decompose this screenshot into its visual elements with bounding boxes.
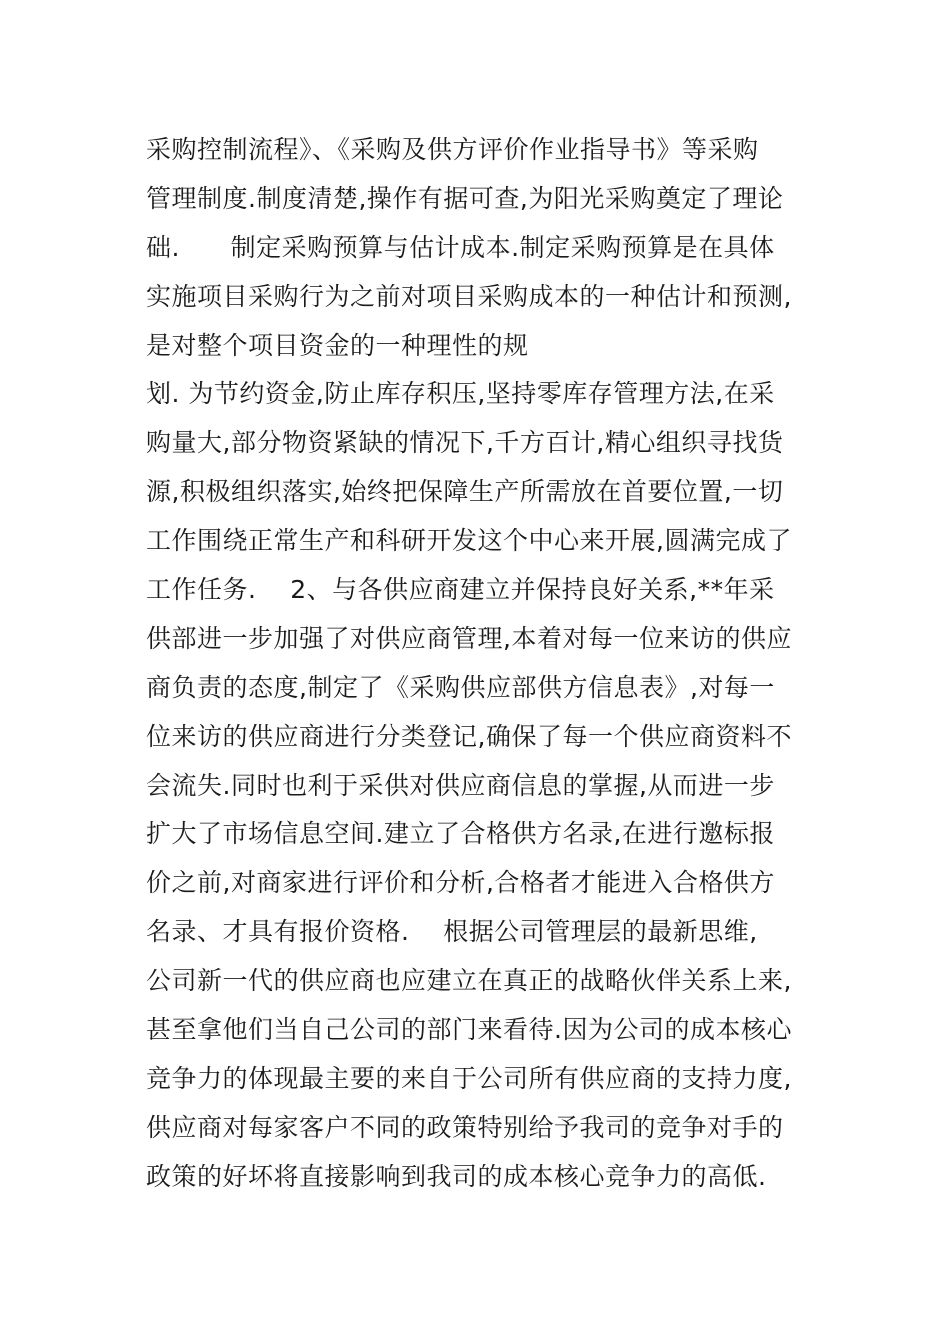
body-text <box>146 126 816 1202</box>
text-line: 会流失.同时也利于采供对供应商信息的掌握,从而进一步 <box>146 770 775 800</box>
text-line: 划. 为节约资金,防止库存积压,坚持零库存管理方法,在采 <box>146 379 775 409</box>
text-line: 商负责的态度,制定了《采购供应部供方信息表》,对每一 <box>146 672 775 702</box>
text-line: 工作围绕正常生产和科研开发这个中心来开展,圆满完成了 <box>146 526 792 556</box>
text-line: 公司新一代的供应商也应建立在真正的战略伙伴关系上来, <box>146 966 792 996</box>
text-line: 采购控制流程》、《采购及供方评价作业指导书》等采购 <box>146 135 759 164</box>
text-line: 是对整个项目资金的一种理性的规 <box>146 330 529 360</box>
text-line: 购量大,部分物资紧缺的情况下,千方百计,精心组织寻找货 <box>146 428 784 458</box>
text-line: 供部进一步加强了对供应商管理,本着对每一位来访的供应 <box>146 623 792 653</box>
text-line: 供应商对每家客户不同的政策特别给予我司的竞争对手的 <box>146 1112 784 1142</box>
text-line: 政策的好坏将直接影响到我司的成本核心竞争力的高低. <box>146 1161 767 1191</box>
text-line: 础. 制定采购预算与估计成本.制定采购预算是在具体 <box>146 232 775 262</box>
text-line: 实施项目采购行为之前对项目采购成本的一种估计和预测, <box>146 281 792 311</box>
text-line: 竞争力的体现最主要的来自于公司所有供应商的支持力度, <box>146 1063 792 1093</box>
text-line: 管理制度.制度清楚,操作有据可查,为阳光采购奠定了理论 <box>146 183 784 213</box>
text-line: 工作任务. 2、与各供应商建立并保持良好关系,**年采 <box>146 575 775 605</box>
text-line: 价之前,对商家进行评价和分析,合格者才能进入合格供方 <box>146 868 775 898</box>
text-line: 位来访的供应商进行分类登记,确保了每一个供应商资料不 <box>146 721 792 751</box>
text-line: 源,积极组织落实,始终把保障生产所需放在首要位置,一切 <box>146 477 784 507</box>
text-line: 甚至拿他们当自己公司的部门来看待.因为公司的成本核心 <box>146 1015 792 1045</box>
text-line: 扩大了市场信息空间.建立了合格供方名录,在进行邀标报 <box>146 819 775 849</box>
text-line: 名录、才具有报价资格. 根据公司管理层的最新思维, <box>146 917 758 947</box>
